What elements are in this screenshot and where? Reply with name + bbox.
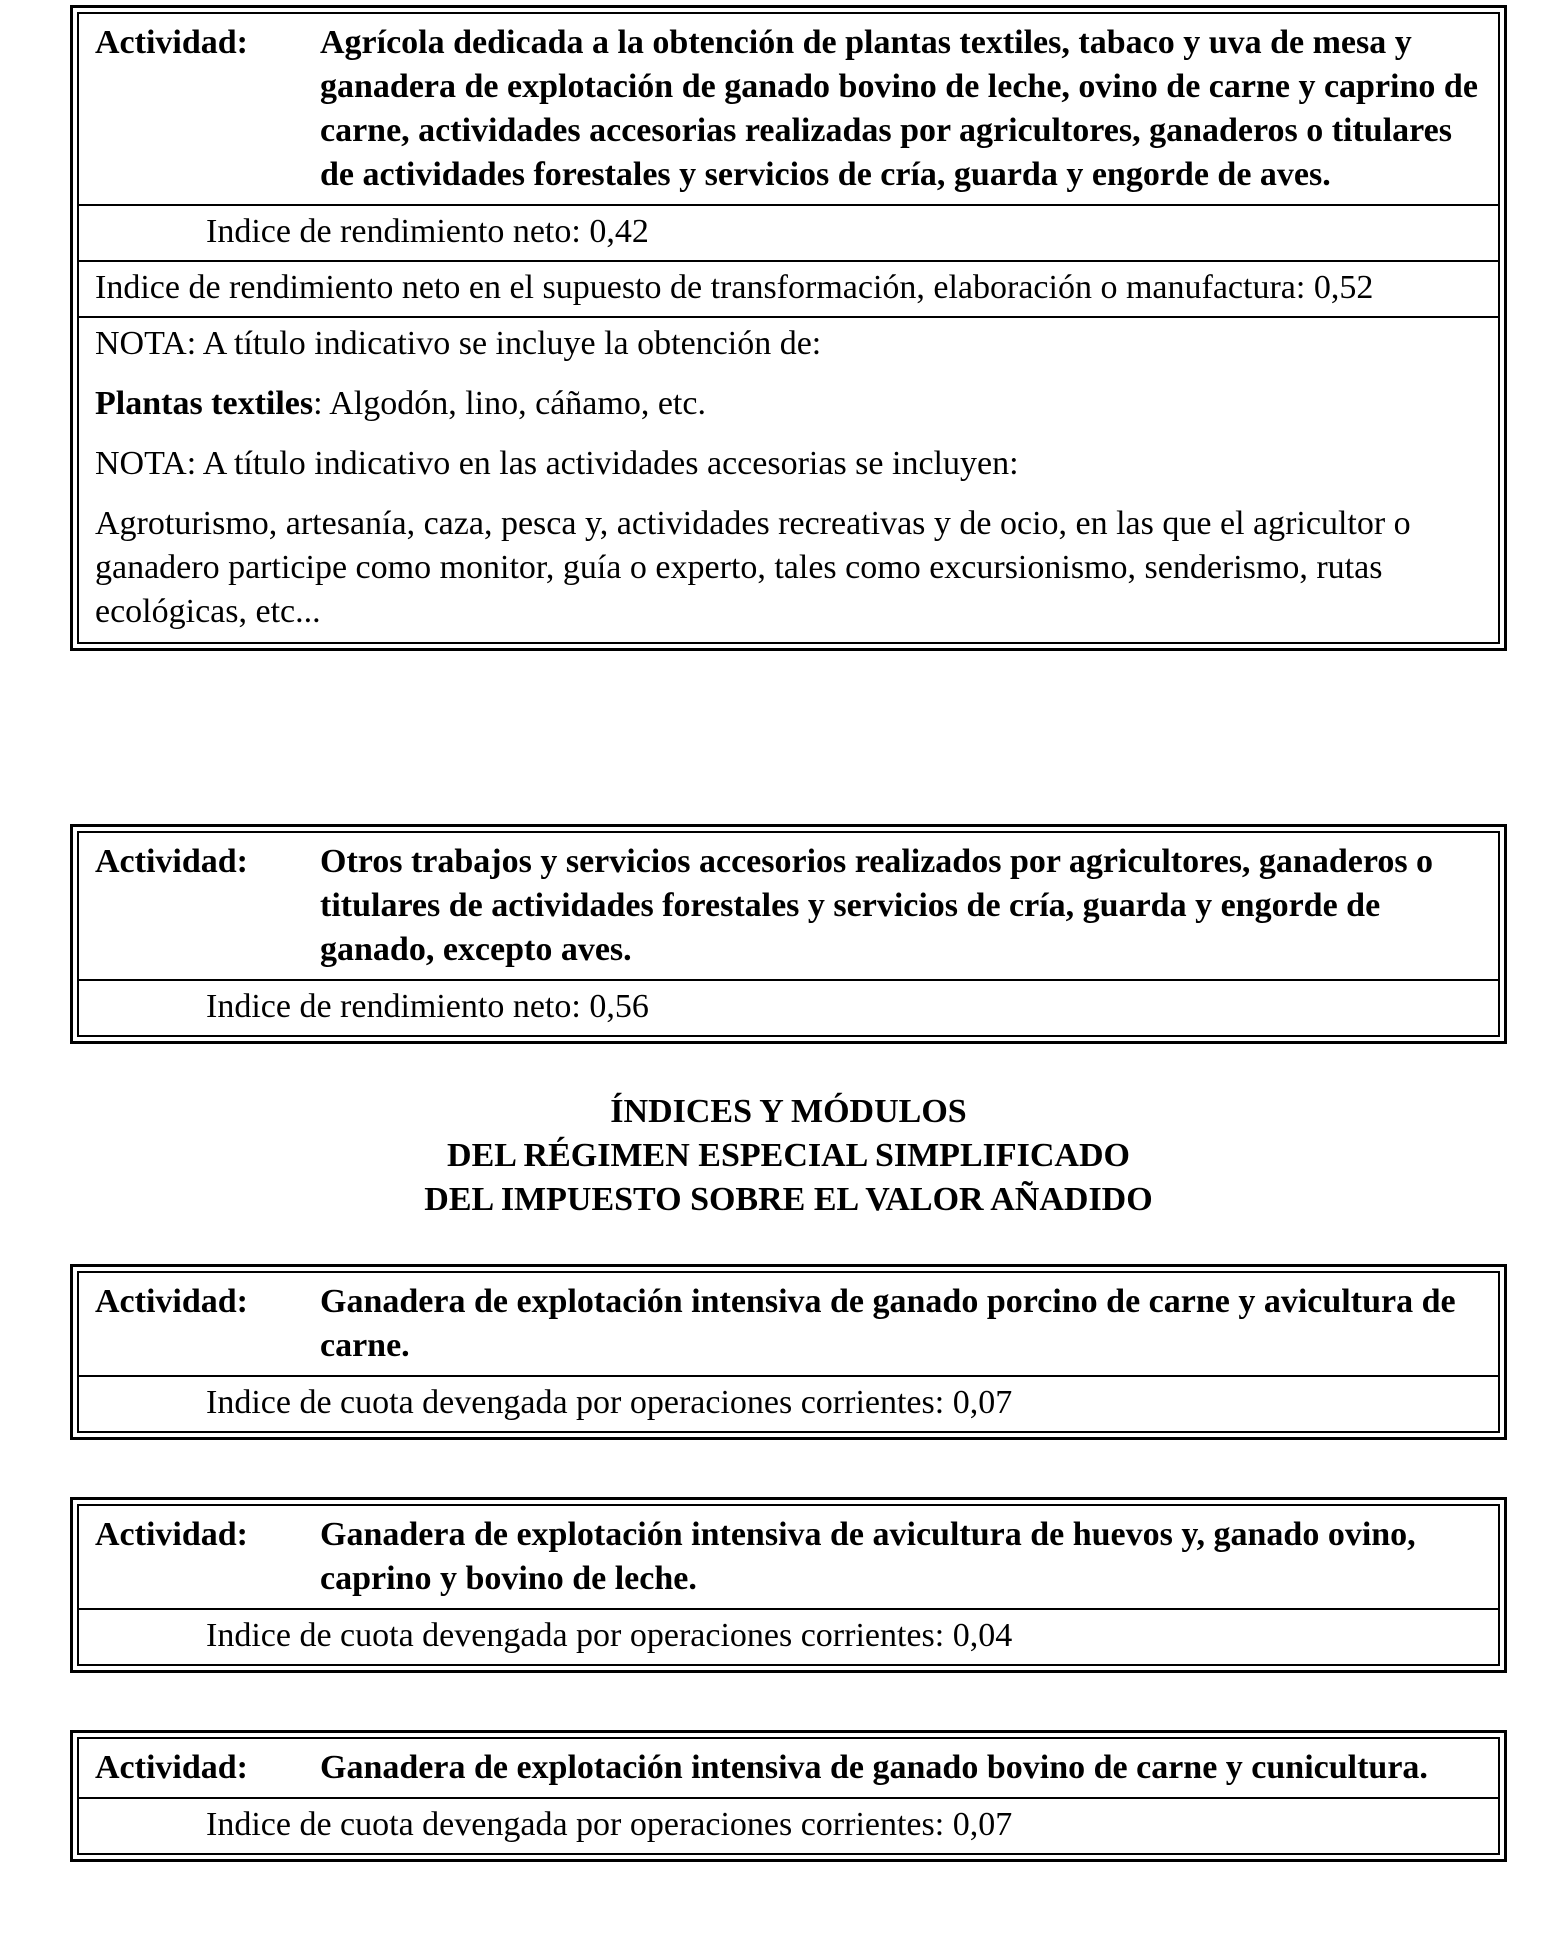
activity-label: Actividad: xyxy=(95,24,248,61)
section-title-line: ÍNDICES Y MÓDULOS xyxy=(610,1093,967,1130)
activity-description: Ganadera de explotación intensiva de ganado bovino de carne y cunicultura. xyxy=(320,1749,1428,1786)
net-yield-index: Indice de rendimiento neto: 0,56 xyxy=(79,979,1498,1035)
activity-label: Actividad: xyxy=(95,1516,248,1553)
activity-label: Actividad: xyxy=(95,1749,248,1786)
activity-header-row xyxy=(79,833,1498,979)
activity-box-3-inner xyxy=(77,1271,1500,1433)
section-title-line: DEL RÉGIMEN ESPECIAL SIMPLIFICADO xyxy=(447,1137,1130,1174)
note-term-examples: : Algodón, lino, cáñamo, etc. xyxy=(313,385,706,422)
section-title xyxy=(70,1090,1507,1222)
note-text-plants xyxy=(95,382,1482,426)
activity-header-row xyxy=(79,1506,1498,1608)
accrued-quota-index: Indice de cuota devengada por operaciones corrientes: 0,07 xyxy=(79,1375,1498,1431)
activity-description: Ganadera de explotación intensiva de avicultura de huevos y, ganado ovino, caprino y bovino de leche. xyxy=(320,1516,1416,1597)
notes-section xyxy=(79,316,1498,642)
activity-header-row xyxy=(79,14,1498,204)
activity-box-5 xyxy=(70,1730,1507,1862)
activity-label: Actividad: xyxy=(95,1283,248,1320)
activity-description: Otros trabajos y servicios accesorios realizados por agricultores, ganaderos o titulares de actividades forestales y servicios de cría, guarda y engorde de ganado, excepto aves. xyxy=(320,843,1434,968)
note-text: Agroturismo, artesanía, caza, pesca y, actividades recreativas y de ocio, en las que el agricultor o ganadero participe como monitor, guía o experto, tales como excursionismo, senderismo, rutas ecológicas, etc... xyxy=(95,505,1411,630)
accrued-quota-index: Indice de cuota devengada por operaciones corrientes: 0,04 xyxy=(79,1608,1498,1664)
activity-header-row xyxy=(79,1273,1498,1375)
activity-box-2 xyxy=(70,824,1507,1044)
activity-description: Agrícola dedicada a la obtención de plantas textiles, tabaco y uva de mesa y ganadera de explotación de ganado bovino de leche, ovino de carne y caprino de carne, actividades accesorias realizadas por agricultores, ganaderos o titulares de actividades forestales y servicios de cría, guarda y engorde de aves. xyxy=(320,24,1478,193)
activity-box-5-inner xyxy=(77,1737,1500,1855)
activity-box-4 xyxy=(70,1497,1507,1673)
net-yield-index-transformation: Indice de rendimiento neto en el supuesto de transformación, elaboración o manufactura: 0,52 xyxy=(79,260,1498,316)
note-text: NOTA: A título indicativo en las actividades accesorias se incluyen: xyxy=(95,445,1019,482)
activity-box-2-inner xyxy=(77,831,1500,1037)
activity-box-4-inner xyxy=(77,1504,1500,1666)
accrued-quota-index: Indice de cuota devengada por operaciones corrientes: 0,07 xyxy=(79,1797,1498,1853)
activity-box-1 xyxy=(70,5,1507,651)
activity-header-row xyxy=(79,1739,1498,1797)
section-title-line: DEL IMPUESTO SOBRE EL VALOR AÑADIDO xyxy=(424,1181,1153,1218)
activity-box-1-inner xyxy=(77,12,1500,644)
note-text: NOTA: A título indicativo se incluye la obtención de: xyxy=(95,325,822,362)
activity-box-3 xyxy=(70,1264,1507,1440)
note-bold-term: Plantas textiles xyxy=(95,385,314,422)
net-yield-index: Indice de rendimiento neto: 0,42 xyxy=(79,204,1498,260)
activity-description: Ganadera de explotación intensiva de ganado porcino de carne y avicultura de carne. xyxy=(320,1283,1456,1364)
activity-label: Actividad: xyxy=(95,843,248,880)
